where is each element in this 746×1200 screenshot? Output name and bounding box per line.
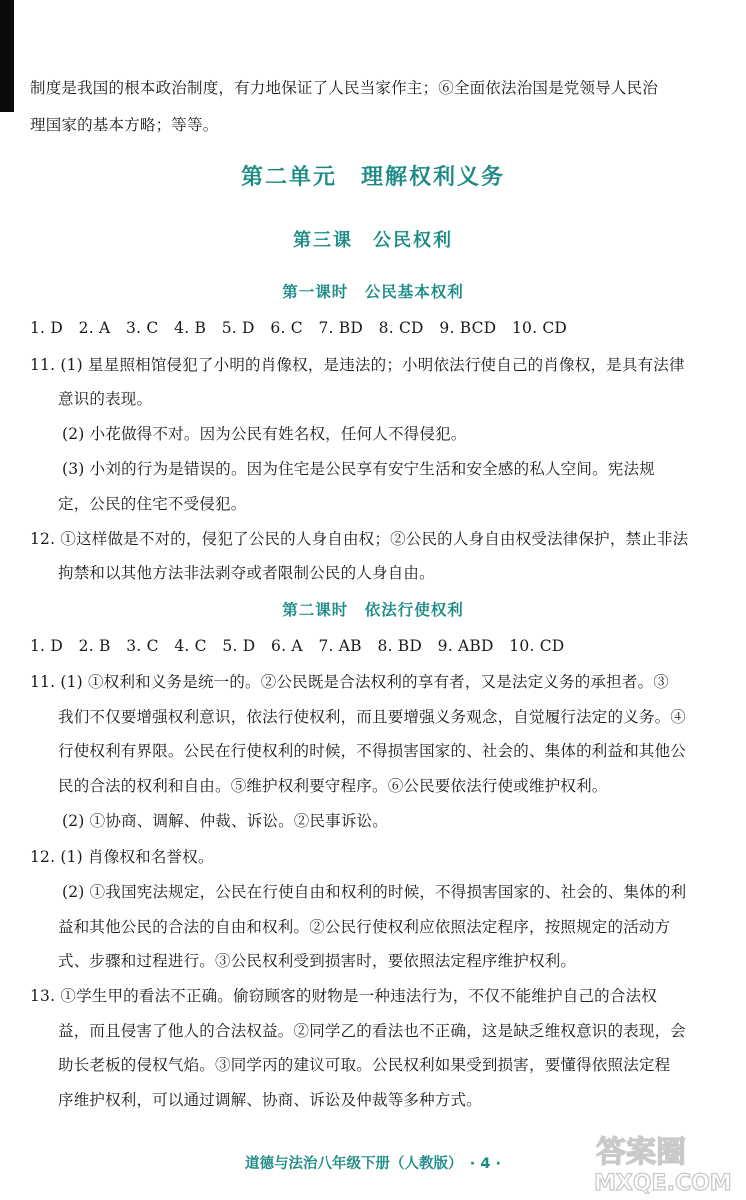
s2-q11-line-3: 行使权利有界限。公民在行使权利的时候，不得损害国家的、社会的、集体的利益和其他公 — [58, 742, 687, 760]
s1-q11-line-3: (2) 小花做得不对。因为公民有姓名权，任何人不得侵犯。 — [62, 425, 467, 443]
s2-q13-line-4: 序维护权利，可以通过调解、协商、诉讼及仲裁等多种方式。 — [58, 1091, 482, 1109]
s1-q11-line-2: 意识的表现。 — [58, 390, 153, 408]
page-footer: 道德与法治八年级下册（人教版） · 4 · — [245, 1156, 501, 1172]
s2-q11-line-4: 民的合法的权利和自由。⑤维护权利要守程序。⑥公民要依法行使或维护权利。 — [58, 777, 608, 795]
watermark-logo — [588, 1128, 738, 1198]
scan-edge-bar — [0, 0, 14, 112]
s1-q11-line-1: 11. (1) 星星照相馆侵犯了小明的肖像权，是违法的；小明依法行使自己的肖像权，是具有法律 — [30, 356, 685, 374]
s2-q12-line-4: 式、步骤和过程进行。③公民权利受到损害时，要依照法定程序维护权利。 — [58, 952, 577, 970]
s2-q13-line-3: 助长老板的侵权气焰。③同学丙的建议可取。公民权利如果受到损害，要懂得依照法定程 — [58, 1056, 671, 1074]
section2-title: 第二课时 依法行使权利 — [282, 601, 464, 619]
s1-q12-line-2: 拘禁和以其他方法非法剥夺或者限制公民的人身自由。 — [58, 564, 435, 582]
lesson-title: 第三课 公民权利 — [293, 230, 453, 251]
s1-q11-line-4: (3) 小刘的行为是错误的。因为住宅是公民享有安宁生活和安全感的私人空间。宪法规 — [62, 460, 655, 478]
s2-q11-line-5: (2) ①协商、调解、仲裁、诉讼。②民事诉讼。 — [62, 812, 388, 830]
s2-q12-line-2: (2) ①我国宪法规定，公民在行使自由和权利的时候，不得损害国家的、社会的、集体的利 — [62, 883, 687, 901]
s1-q12-line-1: 12. ①这样做是不对的，侵犯了公民的人身自由权；②公民的人身自由权受法律保护，禁止非法 — [30, 530, 689, 548]
s1-q11-line-5: 定，公民的住宅不受侵犯。 — [58, 495, 247, 513]
section2-choice-answers: 1. D 2. B 3. C 4. C 5. D 6. A 7. AB 8. BD 9. ABD 10. CD — [30, 637, 565, 655]
unit-title: 第二单元 理解权利义务 — [240, 165, 505, 190]
s2-q11-line-1: 11. (1) ①权利和义务是统一的。②公民既是合法权利的享有者，又是法定义务的承担者。③ — [30, 673, 669, 691]
s2-q12-line-1: 12. (1) 肖像权和名誉权。 — [30, 848, 214, 866]
section1-title: 第一课时 公民基本权利 — [282, 283, 464, 301]
s2-q11-line-2: 我们不仅要增强权利意识，依法行使权利，而且要增强义务观念，自觉履行法定的义务。④ — [58, 708, 687, 726]
intro-line-2: 理国家的基本方略；等等。 — [30, 116, 219, 134]
watermark-top-text: 答案圈 — [596, 1135, 686, 1170]
section1-choice-answers: 1. D 2. A 3. C 4. B 5. D 6. C 7. BD 8. CD 9. BCD 10. CD — [30, 319, 568, 337]
s2-q12-line-3: 益和其他公民的合法的自由和权利。②公民行使权利应依照法定程序，按照规定的活动方 — [58, 918, 671, 936]
s2-q13-line-1: 13. ①学生甲的看法不正确。偷窃顾客的财物是一种违法行为，不仅不能维护自己的合法权 — [30, 987, 657, 1005]
intro-line-1: 制度是我国的根本政治制度，有力地保证了人民当家作主；⑥全面依法治国是党领导人民治 — [30, 79, 659, 97]
s2-q13-line-2: 益，而且侵害了他人的合法权益。②同学乙的看法也不正确，这是缺乏维权意识的表现，会 — [58, 1022, 687, 1040]
watermark-bottom-text: MXQE.COM — [594, 1171, 732, 1196]
